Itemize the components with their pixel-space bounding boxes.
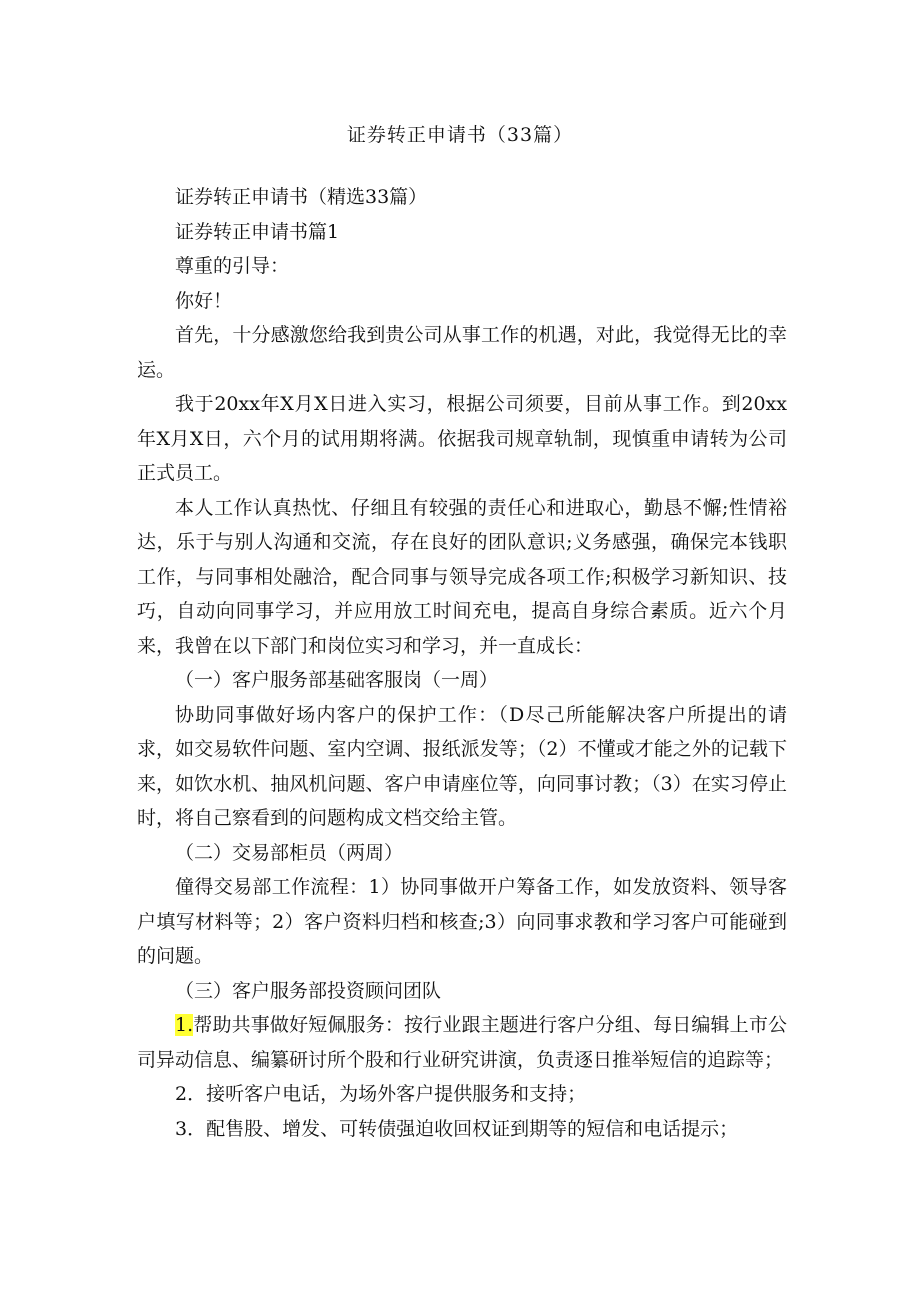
paragraph: 协助同事做好场内客户的保护工作：（D尽己所能解决客户所提出的请求，如交易软件问题、室内空调、报纸派发等；（2）不懂或才能之外的记载下来，如饮水机、抽风机问题、客户申请座位等，向同事讨教；（3）在实习停止时，将自己察看到的问题构成文档交给主管。 — [137, 703, 787, 829]
greeting: 你好！ — [175, 289, 233, 312]
document-title: 证券转正申请书（33篇） — [346, 124, 574, 146]
list-item — [137, 1112, 787, 1147]
list-item-text: ．配售股、增发、可转债强迫收回权证到期等的短信和电话提示； — [187, 1117, 739, 1140]
subsection-heading: （二）交易部柜员（两周） — [175, 841, 404, 864]
subsection-heading: （一）客户服务部基础客服岗（一周） — [175, 669, 499, 691]
list-item-text: 帮助共事做好短佩服务：按行业跟主题进行客户分组、每日编辑上市公司异动信息、编纂研讨所个股和行业研究讲演，负责逐日推举短信的追踪等； — [137, 1014, 787, 1071]
subsection-heading: （三）客户服务部投资顾问团队 — [175, 979, 442, 1002]
subtitle: 证券转正申请书（精选33篇） — [175, 186, 428, 208]
paragraph: 首先，十分感激您给我到贵公司从事工作的机遇，对此，我觉得无比的幸运。 — [137, 324, 787, 381]
list-marker: 3 — [175, 1117, 188, 1140]
list-item — [137, 1008, 787, 1077]
salutation: 尊重的引导： — [175, 255, 290, 277]
list-marker-highlighted: 1. — [175, 1014, 194, 1036]
paragraph: 本人工作认真热忱、仔细且有较强的责任心和进取心，勤恳不懈;性情裕达，乐于与别人沟通和交流，存在良好的团队意识;义务感强，确保完本钱职工作，与同事相处融洽，配合同事与领导完成各项工作;积极学习新知识、技巧，自动向同事学习，并应用放工时间充电，提高自身综合素质。近六个月来，我曾在以下部门和岗位实习和学习，并一直成长： — [137, 496, 787, 657]
list-item-text: ．接听客户电话，为场外客户提供服务和支持； — [187, 1083, 587, 1105]
paragraph: 僮得交易部工作流程：1）协同事做开户筹备工作，如发放资料、领导客户填写材料等；2）客户资料归档和核查;3）向同事求教和学习客户可能碰到的问题。 — [137, 876, 787, 967]
paragraph: 我于20xx年X月X日进入实习，根据公司须要，目前从事工作。到20xx年X月X日，六个月的试用期将满。依据我司规章轨制，现慎重申请转为公司正式员工。 — [137, 393, 787, 484]
section-heading: 证券转正申请书篇1 — [175, 220, 340, 243]
document-body — [137, 180, 787, 1146]
list-item — [137, 1077, 787, 1112]
list-marker: 2 — [175, 1083, 188, 1105]
